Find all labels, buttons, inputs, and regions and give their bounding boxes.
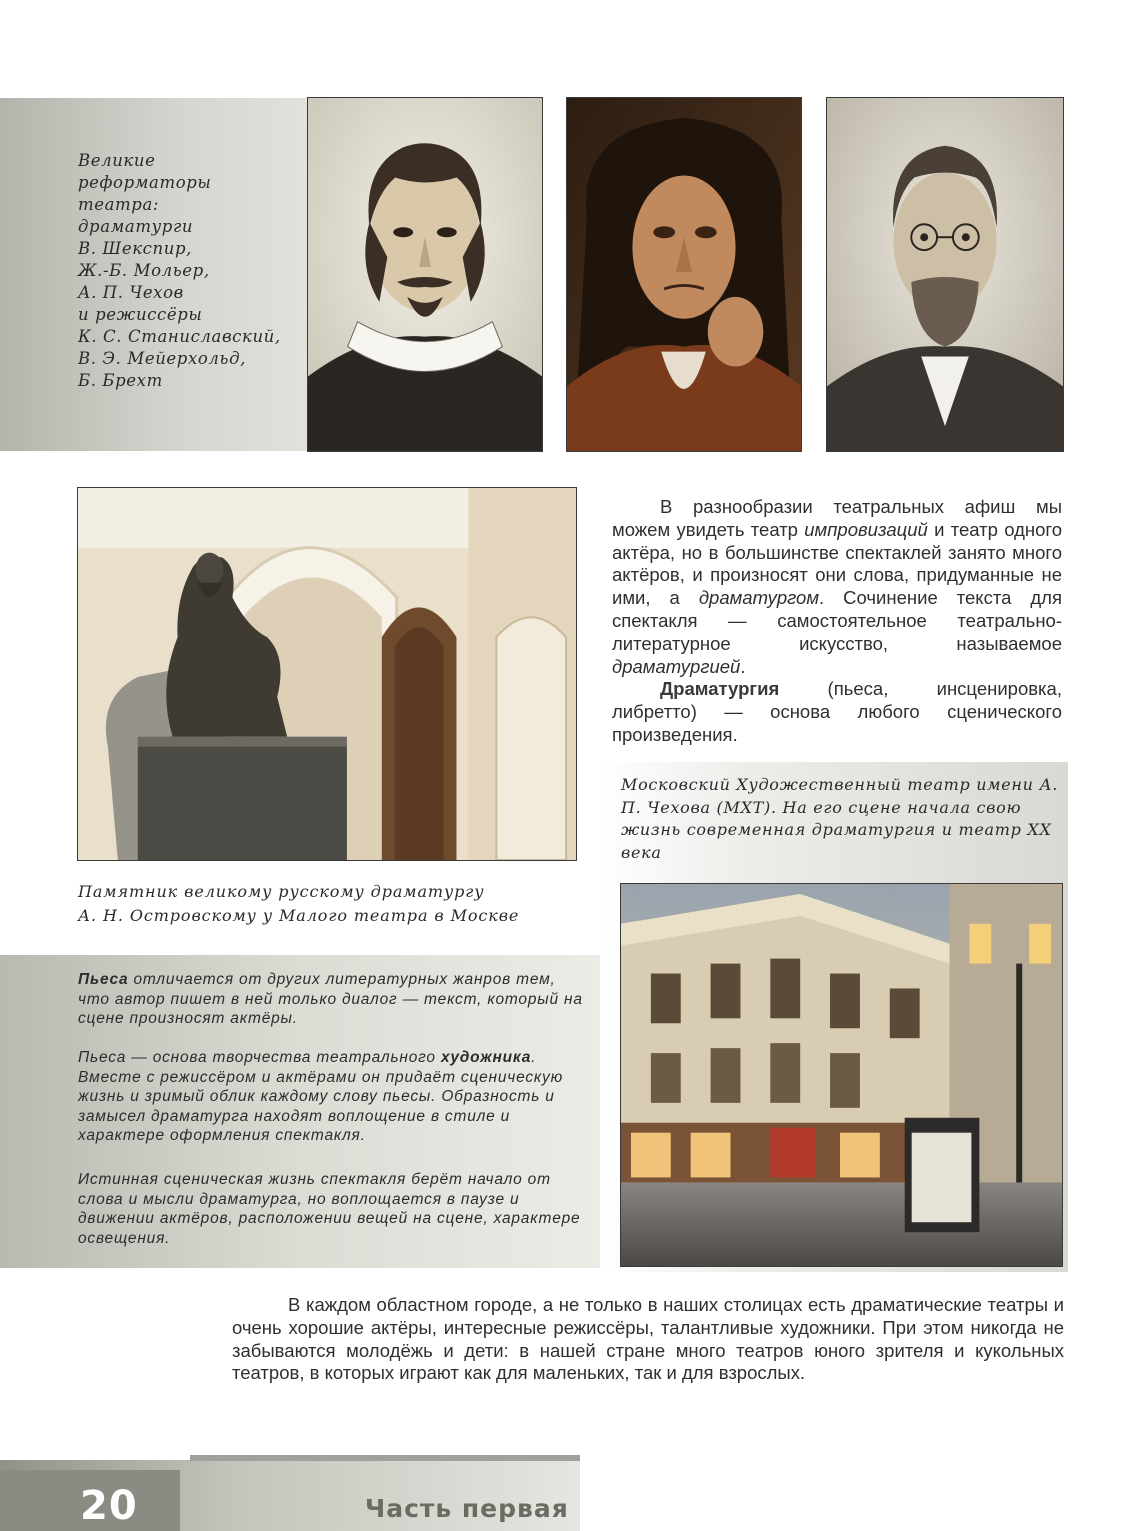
note-stage-life: Истинная сценическая жизнь спектакля берёт начало от слова и мысли драматурга, но воплощается в паузе и движении актёров, расположении вещей на сцене, характере освещения. — [78, 1171, 581, 1247]
text-run: отличается от других литературных жанров тем, что автор пишет в ней только диалог — текст, который на сцене произносят актёры. — [78, 971, 583, 1027]
ostrovsky-caption-line: Памятник великому русскому драматургу — [78, 882, 485, 901]
term-play-bold: Пьеса — [78, 971, 129, 988]
note-play-definition — [78, 970, 588, 1029]
term-artist-bold: художника — [440, 1049, 532, 1066]
text-run: . Сочинение текста для спектакля — самостоятельное театрально-литературное искусство, называемое — [612, 587, 1062, 654]
intro-caption-line: В. Шекспир, — [78, 239, 192, 258]
intro-caption-line: А. П. Чехов — [78, 283, 184, 302]
text-run: . — [740, 655, 746, 677]
paragraph-regional-theatres: В каждом областном городе, а не только в наших столицах есть драматические театры и очень хорошие актёры, интересные режиссёры, талантливые художники. При этом никогда не забываются молодёжь и дети: в нашей стране много театров юного зрителя и кукольных театров, в которых играют как для маленьких, так и для взрослых. — [232, 1294, 1064, 1384]
ostrovsky-caption — [78, 880, 598, 928]
intro-caption-line: и режиссёры — [78, 305, 203, 324]
page-number: 20 — [80, 1483, 138, 1529]
ostrovsky-monument-photo — [77, 487, 577, 861]
intro-caption-line: В. Э. Мейерхольд, — [78, 349, 246, 368]
note-theatre-artist — [78, 1048, 588, 1146]
intro-caption-line: драматурги — [78, 217, 194, 236]
moliere-portrait — [566, 97, 802, 452]
term-playwright: драматургом — [698, 587, 820, 609]
text-run: и театр одного актёра, но в большинстве спектаклей занято много актёров, и произносят они слова, придуманные не ими, а — [612, 518, 1063, 609]
footer-divider — [190, 1455, 580, 1461]
text-run: Пьеса — основа творчества театрального — [78, 1049, 441, 1066]
intro-caption-line: театра: — [78, 195, 160, 214]
ostrovsky-caption-line: А. Н. Островскому у Малого театра в Москве — [78, 906, 520, 925]
mxt-caption: Московский Художественный театр имени А. П. Чехова (МХТ). На его сцене начала свою жизнь современная драматургия и театр XX века — [621, 775, 1059, 862]
intro-caption-line: Б. Брехт — [78, 371, 163, 390]
intro-caption-line: реформаторы — [78, 173, 212, 192]
text-run: В разнообразии театральных афиш мы можем увидеть театр — [612, 496, 1062, 540]
text-run: . Вместе с режиссёром и актёрами он придаёт сценическую жизнь и зримый облик каждому слову пьесы. Образность и замысел драматурга находят воплощение в стиле и характере оформления спектакля. — [78, 1049, 564, 1144]
intro-caption — [78, 150, 318, 392]
text-run: (пьеса, инсценировка, либретто) — основа любого сценического произведения. — [612, 678, 1062, 745]
mxt-theatre-photo — [620, 883, 1063, 1267]
intro-caption-line: Ж.-Б. Мольер, — [78, 261, 210, 280]
paragraph-drama-intro — [612, 496, 1062, 678]
term-dramaturgy-bold: Драматургия — [660, 678, 780, 699]
chekhov-portrait — [826, 97, 1064, 452]
term-dramaturgy: драматургией — [612, 655, 741, 677]
intro-caption-line: К. С. Станиславский, — [78, 327, 281, 346]
shakespeare-portrait — [307, 97, 543, 452]
intro-caption-line: Великие — [78, 151, 156, 170]
term-improvisation: импровизаций — [804, 518, 928, 540]
part-label: Часть первая — [365, 1494, 569, 1523]
paragraph-dramaturgy-definition — [612, 678, 1062, 746]
